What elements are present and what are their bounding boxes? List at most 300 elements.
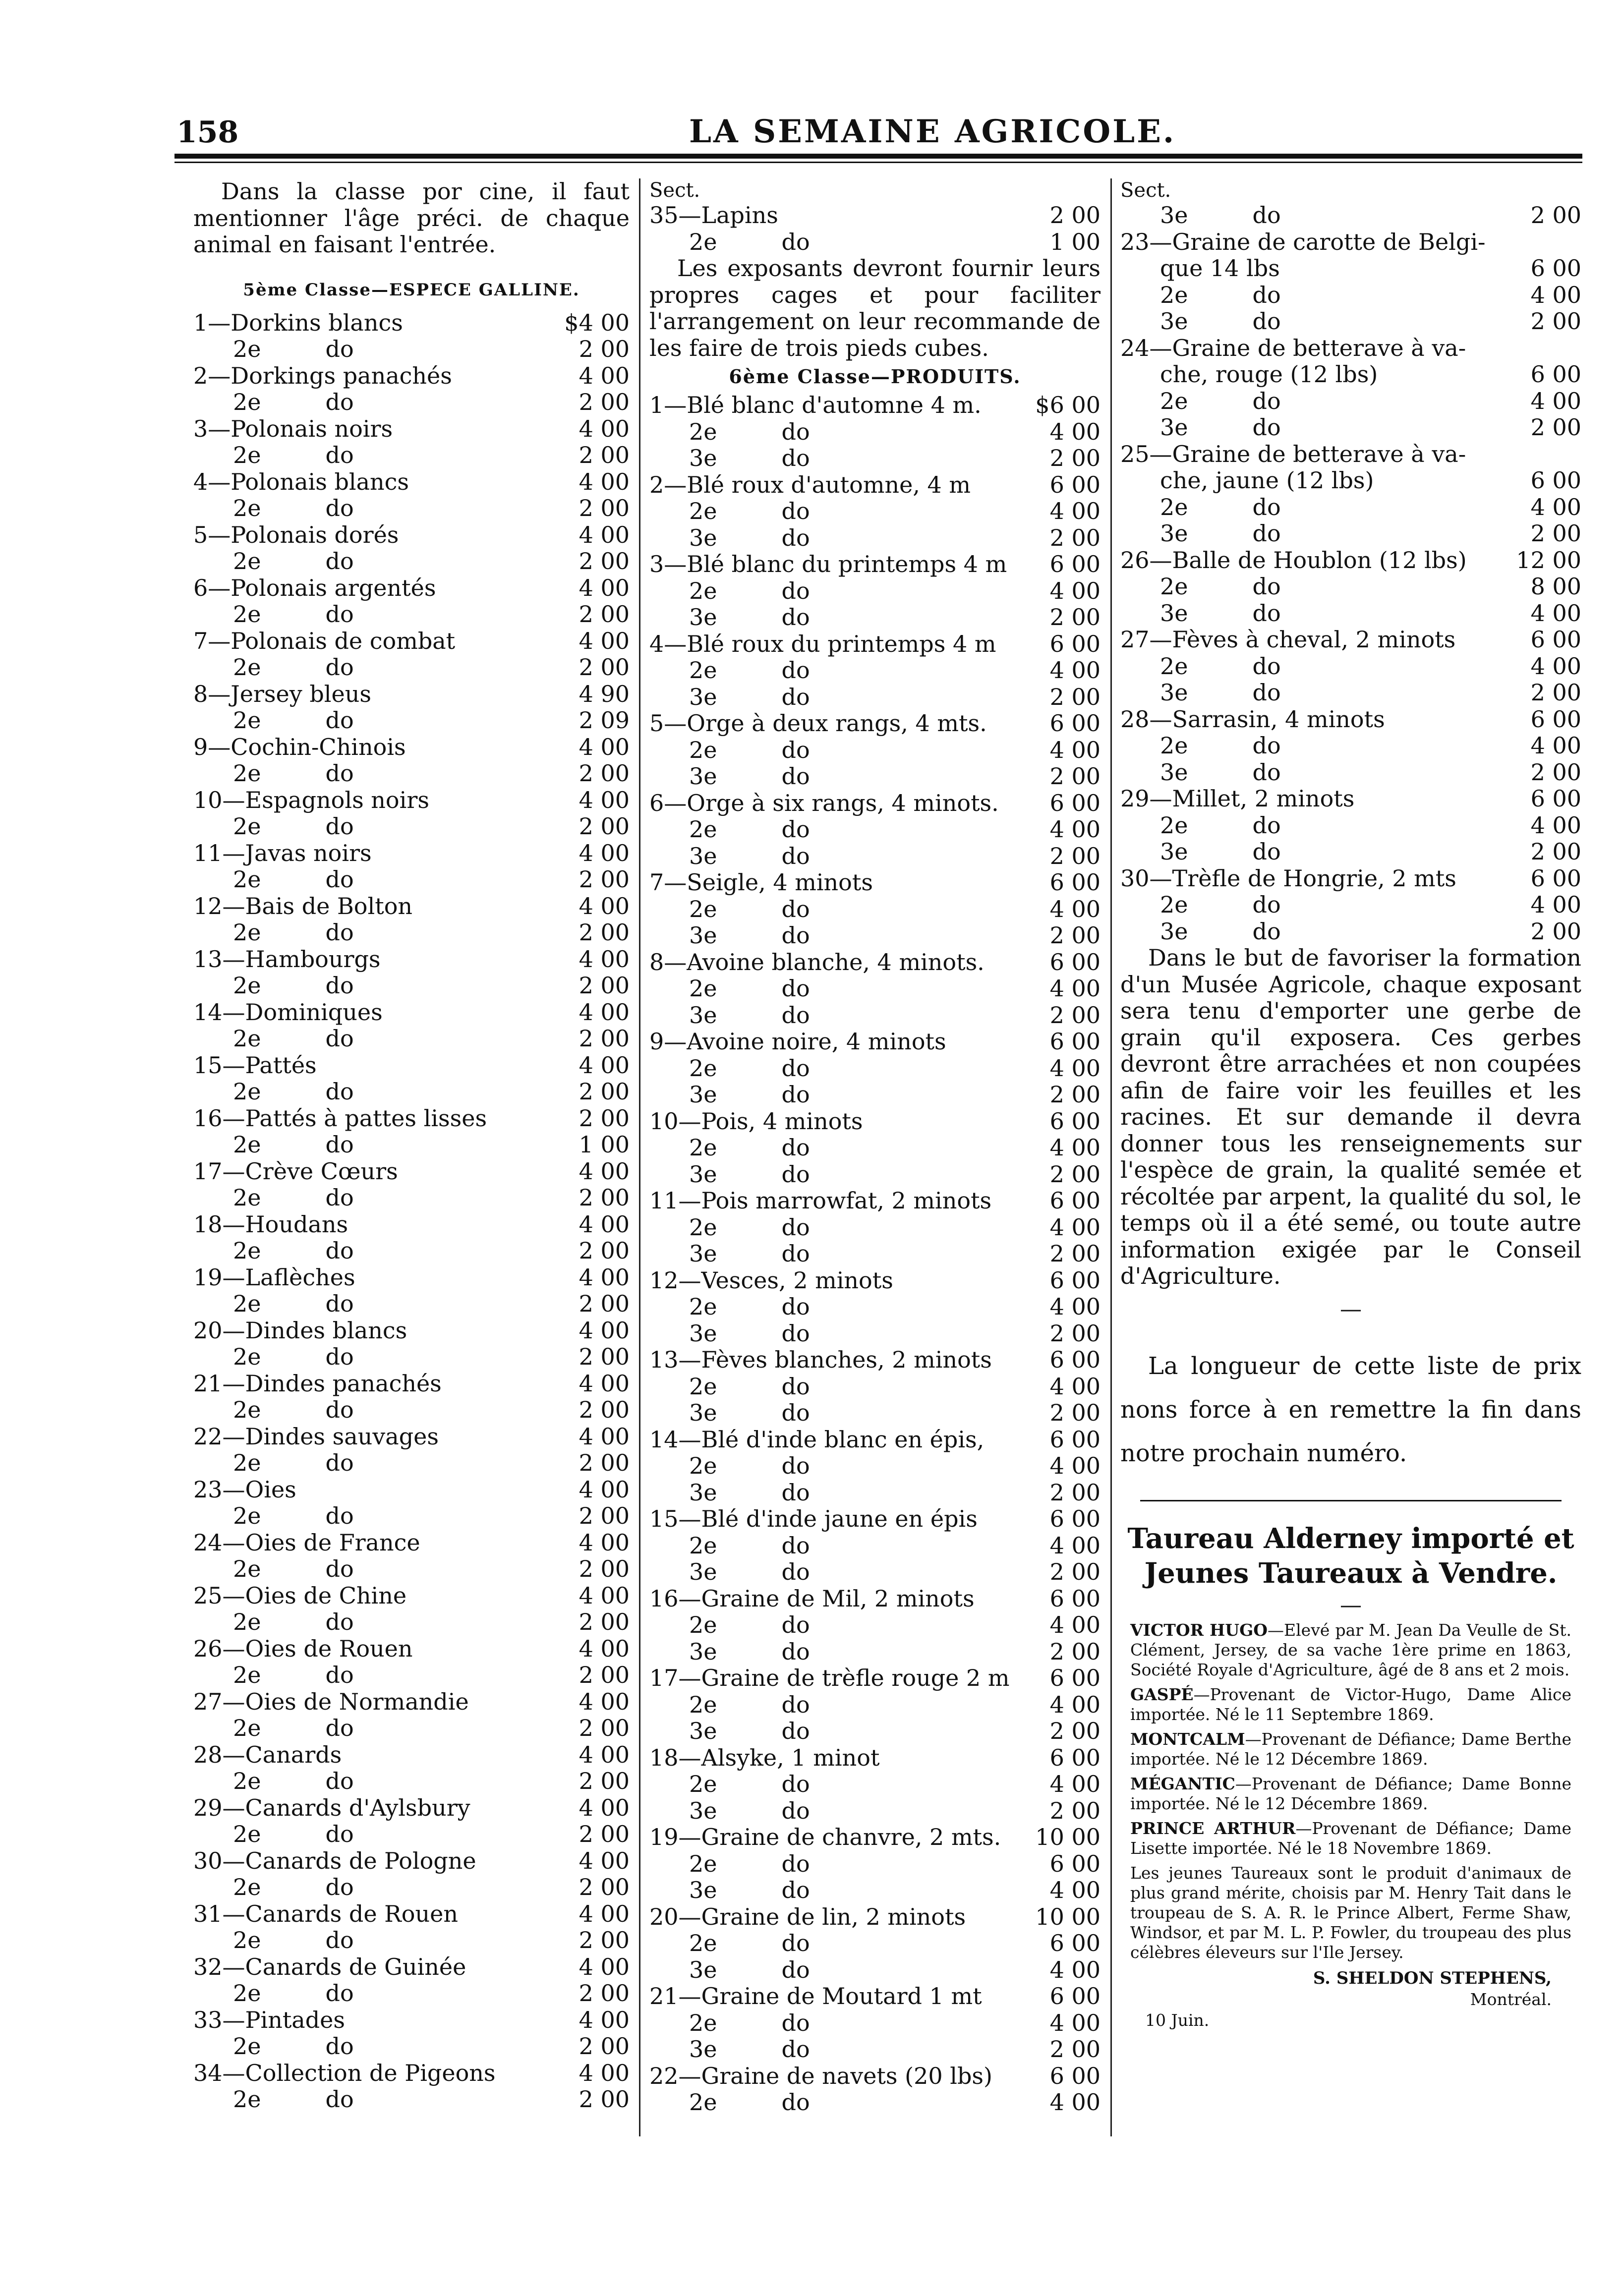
prize-amount: 2 00 [1530,520,1581,547]
prize-row [193,495,630,522]
prize-amount: 4 00 [1049,1532,1101,1559]
prize-amount: 4 00 [1049,1956,1101,1983]
prize-amount: 2 00 [579,336,630,362]
ditto-mark: do [781,1399,810,1426]
ditto-mark: do [325,1184,354,1211]
prize-row [193,734,630,761]
rank: 3e [1160,202,1188,229]
signature-place: Montréal. [1470,1989,1552,2009]
prize-row [193,1371,630,1397]
prize-rank-label [233,1397,354,1424]
prize-row [193,2086,630,2113]
prize-rank-label [689,1718,810,1745]
rank: 2e [1160,891,1188,918]
prize-item-label: 13—Fèves blanches, 2 minots [649,1346,992,1373]
prize-amount: 6 00 [1049,2062,1101,2089]
prize-amount: 2 00 [579,760,630,787]
prize-row [193,1105,630,1132]
ditto-mark: do [781,1081,810,1108]
header-rule-thin [174,162,1582,163]
prize-rank-label [689,604,810,631]
prize-amount: 4 00 [579,1263,630,1291]
ditto-mark: do [781,1956,810,1983]
prize-row [193,946,630,973]
prize-amount: 4 00 [579,468,630,495]
prize-rank-label [233,973,354,999]
prize-rank-label [233,866,354,893]
prize-amount: 2 00 [579,1237,630,1264]
prize-item-label: che, rouge (12 lbs) [1160,361,1378,388]
prize-amount: 4 00 [579,1847,630,1874]
prize-amount: 2 00 [579,1715,630,1741]
prize-item-label: 16—Graine de Mil, 2 minots [649,1585,975,1612]
prize-rank-label [233,707,354,734]
prize-item-label: che, jaune (12 lbs) [1160,467,1374,494]
prize-rank-label [689,1135,810,1161]
prize-row [649,1930,1101,1957]
ditto-mark: do [325,972,354,999]
prize-amount: 4 00 [1530,387,1581,414]
prize-row [649,1214,1101,1241]
prize-rank-label [1160,839,1281,865]
ditto-mark: do [781,1054,810,1082]
rank: 3e [1160,414,1188,441]
prize-row [193,999,630,1026]
class-6-heading: 6ème Classe—PRODUITS. [729,365,1021,388]
prize-rank-label [689,1453,810,1480]
prize-amount: 2 00 [1049,1399,1101,1426]
prize-amount: 1 00 [1049,228,1101,255]
rank: 3e [689,1877,717,1903]
prize-amount: 2 00 [579,2033,630,2060]
prize-amount: 2 00 [579,1768,630,1794]
prize-item-label: 14—Blé d'inde blanc en épis, [649,1426,985,1453]
prize-amount: 2 00 [1049,1797,1101,1824]
prize-rank-label [689,1002,810,1029]
prize-row [193,310,630,337]
prize-rank-label [689,1241,810,1267]
rank: 2e [233,1025,261,1052]
prize-rank-label [233,760,354,787]
prize-row [649,229,1101,256]
prize-amount: 10 00 [1035,1903,1101,1930]
prize-amount: 4 00 [579,733,630,760]
prize-amount: 2 00 [579,972,630,999]
prize-amount: 4 00 [1049,1452,1101,1479]
prize-row [649,869,1101,896]
column-2 [649,178,1101,2116]
prize-row [649,1082,1101,1108]
prize-row [193,336,630,363]
prize-row [193,1132,630,1158]
prize-row [193,1264,630,1291]
prize-amount: 4 00 [1530,599,1581,627]
prize-item-label: 4—Polonais blancs [193,468,409,495]
prize-amount: 6 00 [1530,361,1581,388]
rank: 2e [233,495,261,521]
prize-row [193,1556,630,1583]
prize-rank-label [689,1400,810,1427]
prize-row [1120,627,1581,653]
prize-amount: 2 00 [1049,1320,1101,1347]
prize-item-label: 35—Lapins [649,202,778,229]
prize-amount: 2 00 [1049,2036,1101,2063]
rank: 2e [689,736,717,763]
prize-rank-label [233,2033,354,2060]
prize-row [193,1821,630,1848]
prize-amount: 6 00 [1530,705,1581,733]
prize-row [193,1583,630,1609]
ditto-mark: do [781,524,810,551]
prize-row [1120,892,1581,918]
prize-row [193,416,630,443]
prize-item-label: 23—Oies [193,1476,296,1503]
rank: 3e [689,1479,717,1506]
section-rule [1140,1500,1562,1501]
prize-row [193,1662,630,1689]
prize-item-label: 34—Collection de Pigeons [193,2059,496,2086]
rank: 3e [689,1320,717,1347]
rank: 2e [689,816,717,843]
prize-row [193,2007,630,2034]
prize-row [1120,361,1581,388]
ditto-mark: do [781,1213,810,1241]
prize-row [649,604,1101,631]
rank: 2e [689,1771,717,1797]
prize-amount: 4 00 [1049,498,1101,524]
prize-row [649,1002,1101,1029]
prize-rank-label [1160,494,1281,521]
ditto-mark: do [781,816,810,843]
prize-amount: 4 00 [579,1423,630,1450]
prize-row [1120,441,1581,468]
prize-row [1120,786,1581,812]
prize-amount: 4 00 [579,362,630,389]
prize-rank-label [233,2086,354,2113]
prize-row [649,1957,1101,1984]
rank: 2e [233,2086,261,2113]
prize-rank-label [689,1930,810,1957]
prize-amount: 4 00 [1049,895,1101,922]
prize-amount: 2 00 [579,1078,630,1105]
rank: 2e [233,1343,261,1370]
prize-row [1120,388,1581,415]
prize-amount: 6 00 [1049,471,1101,498]
prize-row [193,1158,630,1185]
prize-rank-label [1160,892,1281,918]
prize-rank-label [689,922,810,949]
ditto-mark: do [325,1502,354,1529]
ditto-mark: do [781,1691,810,1718]
prize-rank-label [233,1344,354,1371]
prize-row [193,1768,630,1795]
prize-amount: 4 00 [579,1582,630,1609]
prize-amount: 4 00 [1049,1877,1101,1903]
signature: S. SHELDON STEPHENS, [1313,1968,1552,1988]
ditto-mark: do [781,577,810,604]
prize-row [1120,812,1581,839]
rank: 2e [233,813,261,840]
prize-row [649,684,1101,711]
prize-row [193,469,630,496]
prize-item-label: 21—Graine de Moutard 1 mt [649,1983,982,2009]
prize-row [649,922,1101,949]
ditto-mark: do [325,813,354,840]
prize-row [649,1851,1101,1878]
prize-item-label: 18—Alsyke, 1 minot [649,1744,880,1771]
rank: 3e [689,2036,717,2063]
prize-item-label: 21—Dindes panachés [193,1370,442,1397]
prize-row [649,1400,1101,1427]
rank: 3e [689,445,717,471]
prize-item-label: 13—Hambourgs [193,945,381,973]
prize-amount: 2 00 [579,548,630,574]
prize-amount: 4 00 [1530,891,1581,918]
prize-row [649,1480,1101,1506]
ditto-mark: do [781,895,810,922]
prize-rank-label [233,1556,354,1583]
prize-amount: 6 00 [1049,1983,1101,2009]
prize-row [649,419,1101,446]
prize-row [1120,680,1581,706]
prize-row [193,1238,630,1264]
prize-list-galline [193,310,630,2113]
prize-amount: 6 00 [1049,1426,1101,1453]
rank: 2e [233,1980,261,2007]
prize-row [649,816,1101,843]
prize-row [193,973,630,999]
prize-item-label: 18—Houdans [193,1210,348,1238]
prize-amount: 4 00 [1049,1213,1101,1241]
prize-row [193,1636,630,1663]
prize-rank-label [233,1768,354,1795]
ad-date: 10 Juin. [1145,2010,1210,2030]
prize-item-label: 17—Graine de trèfle rouge 2 m [649,1665,1010,1691]
prize-rank-label [689,816,810,843]
prize-amount: 4 00 [1049,1611,1101,1638]
prize-item-label: 19—Laflèches [193,1263,355,1291]
musee-paragraph: Dans le but de favoriser la formation d'un Musée Agricole, chaque exposant sera tenu d'emporter une gerbe de grain qu'il exposera. Ces gerbes devront être arrachées et non coupées afin de faire voir les feuilles et les racines. Et sur demande il devra donner tous les renseignements sur l'espèce de grain, la qualité semée et récoltée par arpent, la qualité du sol, le temps où il a été semé, ou toute autre information exigée par le Conseil d'Agriculture. [1120,944,1581,1289]
rank: 3e [1160,758,1188,786]
ditto-mark: do [781,1293,810,1320]
ditto-mark: do [325,1131,354,1158]
prize-amount: 2 00 [1049,445,1101,471]
prize-item-label: 19—Graine de chanvre, 2 mts. [649,1824,1001,1850]
prize-rank-label [1160,414,1281,441]
prize-rank-label [233,1980,354,2007]
prize-amount: 4 00 [579,786,630,813]
prize-rank-label [689,1161,810,1188]
prize-rank-label [689,445,810,472]
prize-amount: 2 00 [579,1104,630,1132]
prize-amount: 2 00 [1530,679,1581,706]
rank: 2e [233,707,261,734]
prize-row [649,1241,1101,1267]
rank: 2e [233,760,261,787]
prize-item-label: 27—Fèves à cheval, 2 minots [1120,626,1456,653]
prize-amount: 2 00 [579,813,630,840]
rank: 2e [689,1532,717,1559]
prize-amount: 4 00 [579,1953,630,1980]
ditto-mark: do [781,1611,810,1638]
prize-amount: 2 00 [1530,414,1581,441]
prize-amount: 2 00 [579,1396,630,1423]
column-1 [193,178,630,2113]
prize-row [193,1052,630,1079]
prize-amount: 6 00 [1530,785,1581,812]
prize-row [649,1374,1101,1400]
prize-row [1120,414,1581,441]
prize-amount: $4 00 [564,309,630,336]
bull-description: —Elevé par M. Jean Da Veulle de St. Clément, Jersey, de sa vache 1ère prime en 1863, Société Royale d'Agriculture, âgé de 8 ans et 2 mois. [1130,1620,1571,1679]
ditto-mark: do [325,2086,354,2113]
prize-row [1120,229,1581,256]
prize-amount: 4 00 [1049,577,1101,604]
prize-amount: 4 00 [579,892,630,919]
prize-row [1120,494,1581,521]
prize-row [1120,918,1581,945]
prize-row [193,1318,630,1344]
prize-rank-label [1160,680,1281,706]
prize-row [193,1742,630,1769]
rank: 3e [1160,599,1188,627]
prize-rank-label [689,2036,810,2063]
rank: 2e [233,1555,261,1582]
rank: 2e [689,1134,717,1161]
ditto-mark: do [325,601,354,628]
prize-amount: 4 00 [579,627,630,654]
prize-row [193,707,630,734]
prize-amount: 2 00 [1530,308,1581,335]
prize-amount: 2 00 [1049,1001,1101,1029]
prize-amount: 4 00 [579,1741,630,1768]
prize-amount: 6 00 [1049,1107,1101,1135]
prize-rank-label [689,1214,810,1241]
prize-rank-label [233,389,354,416]
prize-amount: 6 00 [1049,630,1101,657]
prize-item-label: 14—Dominiques [193,998,383,1026]
prize-item-label: 30—Trèfle de Hongrie, 2 mts [1120,864,1456,892]
prize-row [193,1715,630,1742]
ditto-mark: do [1252,838,1281,865]
prize-row [193,1450,630,1477]
prize-amount: 2 00 [1530,838,1581,865]
prize-amount: 6 00 [1049,1665,1101,1691]
ditto-mark: do [781,418,810,445]
rank: 3e [689,1160,717,1188]
ditto-mark: do [1252,308,1281,335]
prize-amount: 4 00 [579,2059,630,2086]
rank: 3e [1160,520,1188,547]
prize-row [193,1503,630,1530]
ditto-mark: do [325,919,354,946]
rank: 2e [689,1452,717,1479]
prize-amount: 4 00 [579,839,630,866]
prize-rank-label [1160,812,1281,839]
rank: 2e [689,1293,717,1320]
rank: 2e [233,972,261,999]
prize-row [193,389,630,416]
prize-row [193,1185,630,1211]
prize-row [649,1586,1101,1612]
bull-name: MONTCALM [1130,1729,1245,1749]
prize-rank-label [233,919,354,946]
prize-amount: 4 00 [579,521,630,548]
prize-amount: 4 00 [1530,281,1581,308]
prize-list-produits-cont [1120,202,1581,945]
prize-amount: 2 09 [579,707,630,734]
ad-young-bulls: Les jeunes Taureaux sont le produit d'animaux de plus grand mérite, choisis par M. Henry Tait dans le troupeau de S. A. R. le Prince Albert, Ferme Shaw, Windsor, et par M. L. P. Fowler, du troupeau des plus célèbres éleveurs sur l'Ile Jersey. [1130,1863,1571,1962]
prize-amount: 4 00 [1049,2089,1101,2116]
bull-description: —Provenant de Défiance; Dame Bonne importée. Né le 12 Décembre 1869. [1130,1774,1571,1813]
prize-rank-label [689,1957,810,1984]
prize-rank-label [689,1851,810,1878]
prize-amount: 4 00 [579,1476,630,1503]
prize-item-label: 15—Pattés [193,1051,317,1079]
prize-amount: 2 00 [1049,604,1101,631]
prize-amount: 2 00 [579,1502,630,1529]
prize-rank-label [233,1503,354,1530]
prize-amount: 6 00 [1049,1346,1101,1373]
prize-item-label: 11—Javas noirs [193,839,372,866]
separator-dash: — [1340,1296,1362,1322]
prize-row [649,710,1101,737]
rank: 3e [689,683,717,710]
rank: 2e [689,1691,717,1718]
prize-row [649,1427,1101,1453]
prize-amount: 4 00 [579,2006,630,2033]
ditto-mark: do [325,389,354,415]
ditto-mark: do [325,654,354,681]
prize-amount: 6 00 [1049,1744,1101,1771]
ditto-mark: do [781,1001,810,1029]
ad-entry-montcalm [1130,1729,1571,1769]
prize-amount: 2 00 [1530,202,1581,229]
prize-item-label: 17—Crève Cœurs [193,1157,398,1185]
prize-row [649,472,1101,499]
prize-row [649,2089,1101,2116]
prize-row [193,1795,630,1822]
prize-item-label: 25—Oies de Chine [193,1582,407,1609]
prize-rank-label [689,896,810,923]
prize-row [193,681,630,708]
prize-amount: 2 00 [579,1821,630,1847]
rank: 2e [233,1396,261,1423]
ditto-mark: do [1252,758,1281,786]
ad-entry-prince-arthur [1130,1819,1571,1858]
prize-row [193,363,630,390]
prize-amount: 4 00 [1049,1054,1101,1082]
prize-amount: 2 00 [1049,1638,1101,1665]
prize-row [649,790,1101,817]
prize-item-label: 9—Cochin-Chinois [193,733,406,760]
prize-amount: 4 00 [579,1370,630,1397]
prize-amount: 6 00 [1049,1505,1101,1532]
rank: 3e [689,1638,717,1665]
prize-amount: 4 00 [1049,816,1101,843]
running-title: LA SEMAINE AGRICOLE. [689,113,1176,150]
prize-rank-label [689,1771,810,1798]
ditto-mark: do [325,1715,354,1741]
prize-item-label: 20—Dindes blancs [193,1317,407,1344]
prize-item-label: 29—Millet, 2 minots [1120,785,1355,812]
prize-amount: 6 00 [1049,710,1101,737]
prize-row [649,1718,1101,1745]
prize-amount: 4 00 [1049,1293,1101,1320]
bull-description: —Provenant de Victor-Hugo, Dame Alice importée. Né le 11 Septembre 1869. [1130,1684,1571,1724]
rank: 3e [689,1956,717,1983]
ditto-mark: do [325,1608,354,1635]
